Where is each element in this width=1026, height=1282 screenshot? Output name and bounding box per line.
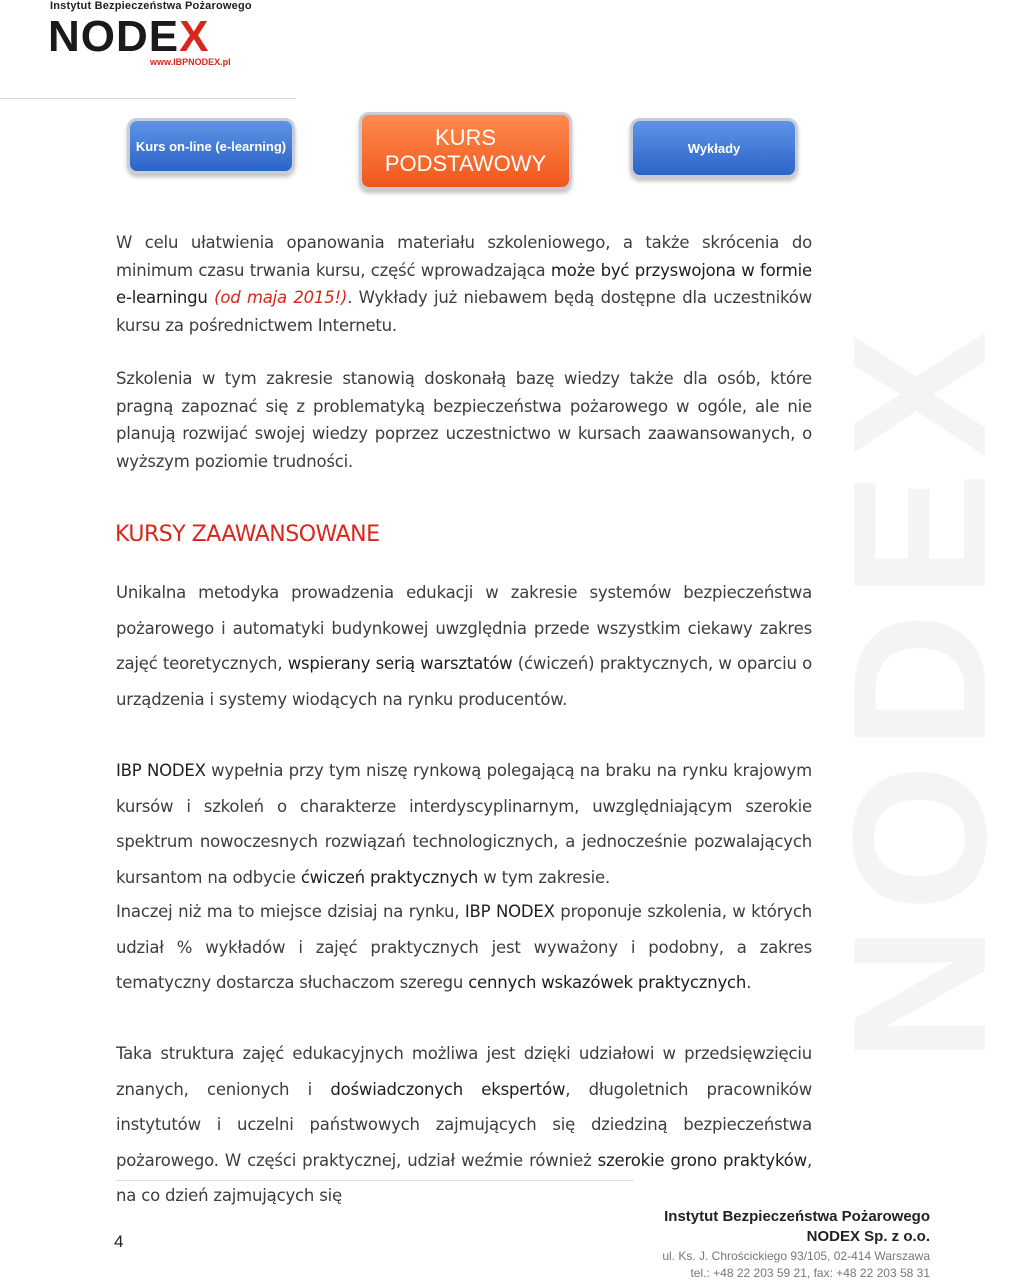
p4-brand: IBP NODEX [116,761,206,780]
website-link[interactable]: www.IBPNODEX.pl [150,57,231,67]
p6-text-mid: , długoletnich pracowników instytutów i uczelni państwowych zajmujących się dziedziną bezpieczeństwa pożarowego. W części praktycznej, udział weźmie również [116,1079,812,1170]
p4-text: wypełnia przy tym niszę rynkową polegającą na braku na rynku krajowym kursów i szkoleń o charakterze interdyscyplinarnym, uwzględniającym szerokie spektrum nowoczesnych rozwiązań technologicznych, a jednocześnie pozwalających kursantom na odbycie [116,761,812,887]
paragraph-basic-courses: Szkolenia w tym zakresie stanowią doskonałą bazę wiedzy także dla osób, które pragną zapoznać się z problematyką bezpieczeństwa pożarowego w ogóle, ale nie planują rozwijać swojej wiedzy poprzez uczestnictwo w kursach zaawansowanych, o wyższym poziomie trudności. [116,369,812,471]
footer-divider [116,1180,634,1181]
p4-highlight: ćwiczeń praktycznych [300,867,479,887]
footer-organization: Instytut Bezpieczeństwa Pożarowego [664,1208,930,1225]
paragraph-market-niche [116,753,812,895]
nodex-logo [48,12,209,62]
elearning-course-button[interactable] [127,118,295,174]
lectures-label: Wykłady [687,140,741,156]
p5-highlight: cennych wskazówek praktycznych [468,973,747,992]
basic-course-label-line2: PODSTAWOWY [384,151,547,176]
p3-highlight: wspierany serią warsztatów [287,654,513,673]
basic-course-label-line1: KURS [434,125,497,150]
p1-highlight: może być przyswojona w formie e-learningu [116,260,812,307]
logo-text-main: NODE [48,12,180,61]
p5-text: Inaczej niż ma to miejsce dzisiaj na rynku, [116,902,465,921]
paragraph-balanced-training [116,894,812,1001]
paragraph-methodology [116,575,812,717]
header-divider [0,98,296,99]
p1-text-end: . Wykłady już niebawem będą dostępne dla uczestników kursu za pośrednictwem Internetu. [116,288,812,335]
basic-course-button[interactable] [359,112,572,190]
p5-brand: IBP NODEX [464,902,555,921]
p6-text: Taka struktura zajęć edukacyjnych możliwa jest dzięki udziałowi w przedsięwzięciu znanych, cenionych i [116,1044,812,1099]
p1-text: W celu ułatwienia opanowania materiału szkoleniowego, a także skrócenia do minimum czasu trwania kursu, część wprowadzająca [116,233,812,280]
lectures-button[interactable] [630,118,798,178]
p6-highlight-experts: doświadczonych ekspertów [330,1079,566,1099]
p3-text-end: (ćwiczeń) praktycznych, w oparciu o urządzenia i systemy wiodących na rynku producentów. [116,654,812,709]
p4-text-end: w tym zakresie. [478,867,611,887]
page-number: 4 [114,1232,124,1251]
logo-institute-line: Instytut Bezpieczeństwa Pożarowego [50,0,252,12]
section-heading-advanced-courses: KURSY ZAAWANSOWANE [115,522,380,547]
elearning-course-label: Kurs on-line (e-learning) [135,138,287,154]
paragraph-experts [116,1036,812,1214]
p5-text-end: . [746,973,752,992]
nodex-watermark: NODEX [814,317,1026,1063]
logo-text-x: X [179,12,210,61]
p5-text-mid: proponuje szkolenia, w których udział % wykładów i zajęć praktycznych jest wyważony i podobny, a zakres tematyczny dostarcza słuchaczom szeregu [116,902,812,992]
paragraph-elearning [116,229,812,339]
p6-highlight-practitioners: szerokie grono praktyków [597,1150,807,1170]
footer-phone: tel.: +48 22 203 59 21, fax: +48 22 203 58 31 [690,1266,930,1280]
p6-text-end: , na co dzień zajmujących się [116,1150,812,1205]
footer-company: NODEX Sp. z o.o. [806,1228,930,1245]
p3-text: Unikalna metodyka prowadzenia edukacji w zakresie systemów bezpieczeństwa pożarowego i automatyki budynkowej uwzględnia przede wszystkim ciekawy zakres zajęć teoretycznych, [116,583,812,673]
footer-address: ul. Ks. J. Chrościckiego 93/105, 02-414 Warszawa [662,1249,930,1263]
p1-date-note: (od maja 2015!) [207,288,348,307]
